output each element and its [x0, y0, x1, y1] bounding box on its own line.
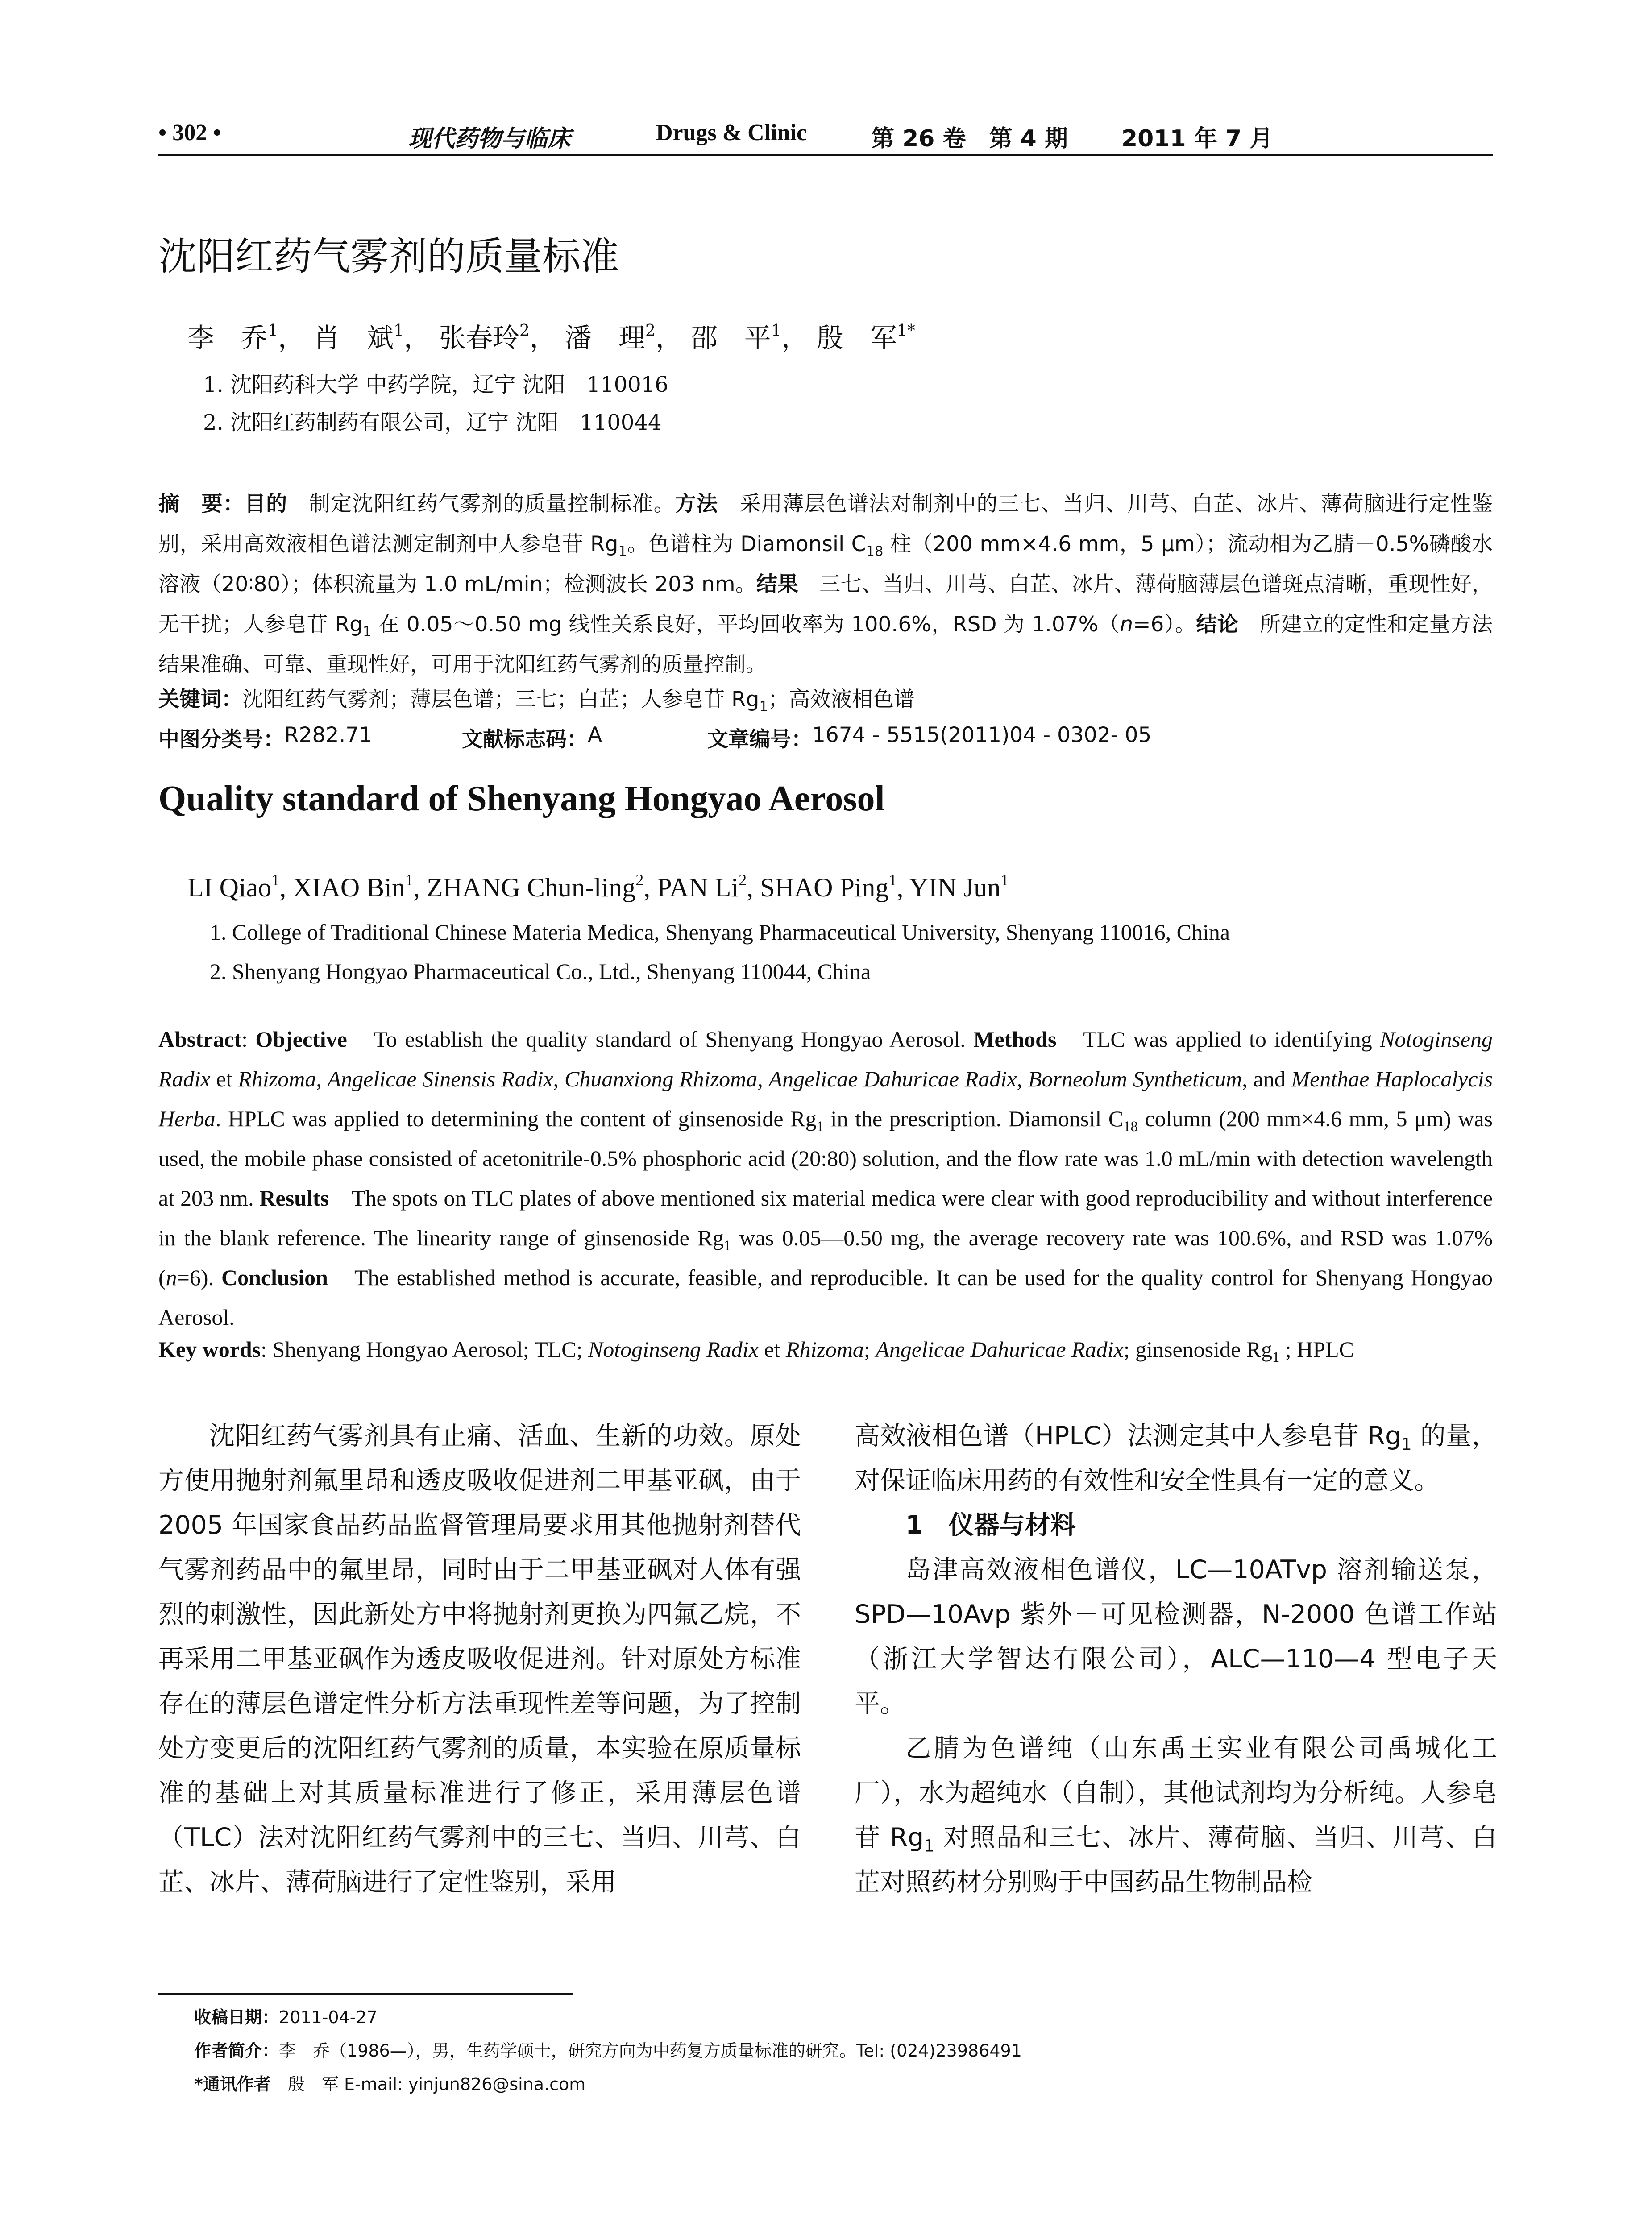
- affiliation-cn-1: 1. 沈阳药科大学 中药学院，辽宁 沈阳 110016: [203, 372, 668, 397]
- author-cn: 殷 军: [816, 323, 897, 354]
- article-number: 1674 - 5515(2011)04 - 0302- 05: [812, 723, 1152, 747]
- journal-name-en: Drugs & Clinic: [656, 120, 807, 145]
- header-rule: [158, 154, 1493, 156]
- body-paragraph: 乙腈为色谱纯（山东禹王实业有限公司禹城化工厂），水为超纯水（自制），其他试剂均为分析纯。人参皂苷 $Rg_1$ 对照品和三七、冰片、薄荷脑、当归、川芎、白芷对照药材分别购于中国药品生物制品检: [855, 1733, 1498, 1897]
- abstract-cn: 摘 要：目的 制定沈阳红药气雾剂的质量控制标准。方法 采用薄层色谱法对制剂中的三七、当归、川芎、白芷、冰片、薄荷脑进行定性鉴别，采用高效液相色谱法测定制剂中人参皂苷 $Rg_1$。色谱柱为 Diamonsil $C_{18}$ 柱（200 mm×4.6 mm，5 μm）；流动相为乙腈－0.5%磷酸水溶液（20∶80）；体积流量为 1.0 mL/min；检测波长 203 nm。结果 三七、当归、川芎、白芷、冰片、薄荷脑薄层色谱斑点清晰，重现性好，无干扰；人参皂苷 $Rg_1$ 在 0.05～0.50 mg 线性关系良好，平均回收率为 100.6%，RSD 为 1.07%（n=6）。结论 所建立的定性和定量方法结果准确、可靠、重现性好，可用于沈阳红药气雾剂的质量控制。: [158, 492, 1493, 677]
- section-heading: 1 仪器与材料: [905, 1510, 1076, 1540]
- authors-cn: 李 乔$^1$， 肖 斌$^1$， 张春玲$^2$， 潘 理$^2$， 邵 平$^1$， 殷 军$^{1*}$: [187, 322, 915, 354]
- body-paragraph: 沈阳红药气雾剂具有止痛、活血、生新的功效。原处方使用抛射剂氟里昂和透皮吸收促进剂二甲基亚砜，由于 2005 年国家食品药品监督管理局要求用其他抛射剂替代气雾剂药品中的氟里昂，同时由于二甲基亚砜对人体有强烈的刺激性，因此新处方中将抛射剂更换为四氟乙烷，不再采用二甲基亚砜作为透皮吸收促进剂。针对原处方标准存在的薄层色谱定性分析方法重现性差等问题，为了控制处方变更后的沈阳红药气雾剂的质量，本实验在原质量标准的基础上对其质量标准进行了修正，采用薄层色谱（TLC）法对沈阳红药气雾剂中的三七、当归、川芎、白芷、冰片、薄荷脑进行了定性鉴别，采用: [158, 1421, 801, 1897]
- affiliation-cn-2: 2. 沈阳红药制药有限公司，辽宁 沈阳 110044: [203, 410, 662, 435]
- body-column-left: [158, 1414, 801, 1904]
- abstract-en: Abstract: Objective To establish the quality standard of Shenyang Hongyao Aerosol. Methods TLC was applied to identifying Notoginseng Radix et Rhizoma, Angelicae Sinensis Radix, Chuanxiong Rhizoma, Angelicae Dahuricae Radix, Borneolum Syntheticum, and Menthae Haplocalycis Herba. HPLC was applied to determining the content of ginsenoside $Rg_1$ in the prescription. Diamonsil $C_{18}$ column (200 mm×4.6 mm, 5 μm) was used, the mobile phase consisted of acetonitrile-0.5% phosphoric acid (20:80) solution, and the flow rate was 1.0 mL/min with detection wavelength at 203 nm. Results The spots on TLC plates of above mentioned six material medica were clear with good reproducibility and without interference in the blank reference. The linearity range of ginsenoside $Rg_1$ was 0.05—0.50 mg, the average recovery rate was 100.6%, and RSD was 1.07% (n=6). Conclusion The established method is accurate, feasible, and reproducible. It can be used for the quality control for Shenyang Hongyao Aerosol.: [158, 1027, 1493, 1330]
- doc-code: A: [588, 723, 602, 747]
- body-paragraph: 岛津高效液相色谱仪，LC—10ATvp 溶剂输送泵，SPD—10Avp 紫外－可见检测器，N-2000 色谱工作站（浙江大学智达有限公司），ALC—110—4 型电子天平。: [855, 1555, 1497, 1718]
- author-cn: 潘 理: [565, 323, 645, 354]
- journal-page: • 302 • 现代药物与临床 Drugs & Clinic 第 26 卷 第 4 期 2011 年 7 月 沈阳红药气雾剂的质量标准 李 乔$^1$， 肖 斌$^1$， 张春玲$^2$， 潘 理$^2$， 邵 平$^1$， 殷 军$^{1*}$ 1. 沈阳药科大学 中药学院，辽宁 沈阳 110016 2. 沈阳红药制药有限公司，辽宁 沈阳 110044 摘 要：目的 制定沈阳红药气雾剂的质量控制标准。方法 采用薄层色谱法对制剂中的三七、当归、川芎、白芷、冰片、薄荷脑进行定性鉴别，采用高效液相色谱法测定制剂中人参皂苷 $Rg_1$。色谱柱为 Diamonsil $C_{18}$ 柱（200 mm×4.6 mm，5 μm）；流动相为乙腈－0.5%磷酸水溶液（20∶80）；体积流量为 1.0 mL/min；检测波长 203 nm。结果 三七、当归、川芎、白芷、冰片、薄荷脑薄层色谱斑点清晰，重现性好，无干扰；人参皂苷 $Rg_1$ 在 0.05～0.50 mg 线性关系良好，平均回收率为 100.6%，RSD 为 1.07%（n=6）。结论 所建立的定性和定量方法结果准确、可靠、重现性好，可用于沈阳红药气雾剂的质量控制。 关键词：沈阳红药气雾剂；薄层色谱；三七；白芷；人参皂苷 $Rg_1$；高效液相色谱 中图分类号： R282.71 文献标志码： A 文章编号： 1674 - 5515(2011)04 - 0302- 05 Quality standard of Shenyang Hongyao Aerosol LI Qiao$^1$, XIAO Bin$^1$, ZHANG Chun-ling$^2$, PAN Li$^2$, SHAO Ping$^1$, YIN Jun$^1$ 1. College of Traditional Chinese Materia Medica, Shenyang Pharmaceutical University, Shenyang 110016, China 2. Shenyang Hongyao Pharmaceutical Co., Ltd., Shenyang 110044, China Abstract: Objective To establish the quality standard of Shenyang Hongyao Aerosol. Methods TLC was applied to identifying Notoginseng Radix et Rhizoma, Angelicae Sinensis Radix, Chuanxiong Rhizoma, Angelicae Dahuricae Radix, Borneolum Syntheticum, and Menthae Haplocalycis Herba. HPLC was applied to determining the content of ginsenoside $Rg_1$ in the prescription. Diamonsil $C_{18}$ column (200 mm×4.6 mm, 5 μm) was used, the mobile phase consisted of acetonitrile-0.5% phosphoric acid (20:80) solution, and the flow rate was 1.0 mL/min with detection wavelength at 203 nm. Results The spots on TLC plates of above mentioned six material medica were clear with good reproducibility and without interference in the blank reference. The linearity range of ginsenoside $Rg_1$ was 0.05—0.50 mg, the average recovery rate was 100.6%, and RSD was 1.07% (n=6). Conclusion The established method is accurate, feasible, and reproducible. It can be used for the quality control for Shenyang Hongyao Aerosol. Key words: Shenyang Hongyao Aerosol; TLC; Notoginseng Radix et Rhizoma; Angelicae Dahuricae Radix; ginsenoside $Rg_1$ ; HPLC 沈阳红药气雾剂具有止痛、活血、生新的功效。原处方使用抛射剂氟里昂和透皮吸收促进剂二甲基亚砜，由于 2005 年国家食品药品监督管理局要求用其他抛射剂替代气雾剂药品中的氟里昂，同时由于二甲基亚砜对人体有强烈的刺激性，因此新处方中将抛射剂更换为四氟乙烷，不再采用二甲基亚砜作为透皮吸收促进剂。针对原处方标准存在的薄层色谱定性分析方法重现性差等问题，为了控制处方变更后的沈阳红药气雾剂的质量，本实验在原质量标准的基础上对其质量标准进行了修正，采用薄层色谱（TLC）法对沈阳红药气雾剂中的三七、当归、川芎、白芷、冰片、薄荷脑进行了定性鉴别，采用 高效液相色谱（HPLC）法测定其中人参皂苷 $Rg_1$ 的量，对保证临床用药的有效性和安全性具有一定的意义。 1 仪器与材料 岛津高效液相色谱仪，LC—10ATvp 溶剂输送泵，SPD—10Avp 紫外－可见检测器，N-2000 色谱工作站（浙江大学智达有限公司），ALC—110—4 型电子天平。 乙腈为色谱纯（山东禹王实业有限公司禹城化工厂），水为超纯水（自制），其他试剂均为分析纯。人参皂苷 $Rg_1$ 对照品和三七、冰片、薄荷脑、当归、川芎、白芷对照药材分别购于中国药品生物制品检 收稿日期：2011-04-27 作者简介：李 乔（1986—），男，生药学硕士，研究方向为中药复方质量标准的研究。Tel: (024)23986491 *通讯作者 殷 军 E-mail: yinjun826@sina.com: [158, 120, 1498, 2094]
- affiliation-en-1: 1. College of Traditional Chinese Materia Medica, Shenyang Pharmaceutical University, Shenyang 110016, China: [210, 920, 1230, 945]
- footnote-received: 收稿日期：2011-04-27: [194, 2007, 378, 2027]
- author-cn: 李 乔: [187, 323, 268, 354]
- keywords-cn: 关键词：沈阳红药气雾剂；薄层色谱；三七；白芷；人参皂苷 $Rg_1$；高效液相色谱: [158, 687, 915, 715]
- author-cn: 邵 平: [690, 323, 771, 354]
- authors-en: LI Qiao$^1$, XIAO Bin$^1$, ZHANG Chun-ling$^2$, PAN Li$^2$, SHAO Ping$^1$, YIN Jun$^1$: [187, 871, 1009, 902]
- affiliation-en-2: 2. Shenyang Hongyao Pharmaceutical Co., Ltd., Shenyang 110044, China: [210, 959, 871, 984]
- author-cn: 张春玲: [439, 323, 519, 354]
- journal-name-cn: 现代药物与临床: [408, 125, 571, 152]
- volume-issue: 第 26 卷 第 4 期: [871, 125, 1068, 152]
- footnote-author: 作者简介：李 乔（1986—），男，生药学硕士，研究方向为中药复方质量标准的研究。Tel: (024)23986491: [194, 2041, 1022, 2061]
- issue-date: 2011 年 7 月: [1121, 125, 1273, 152]
- page-number: • 302 •: [158, 120, 221, 145]
- title-cn: 沈阳红药气雾剂的质量标准: [158, 234, 619, 279]
- keywords-en: Key words: Shenyang Hongyao Aerosol; TLC; Notoginseng Radix et Rhizoma; Angelicae Dahuricae Radix; ginsenoside $Rg_1$ ; HPLC: [158, 1337, 1354, 1365]
- title-en: Quality standard of Shenyang Hongyao Aerosol: [158, 779, 885, 818]
- footnote-corresponding: *通讯作者 殷 军 E-mail: yinjun826@sina.com: [194, 2074, 586, 2094]
- author-cn: 肖 斌: [313, 323, 394, 354]
- footnote-rule: [158, 1993, 573, 1995]
- clc-number: R282.71: [284, 723, 373, 747]
- body-paragraph: 高效液相色谱（HPLC）法测定其中人参皂苷 $Rg_1$ 的量，对保证临床用药的有效性和安全性具有一定的意义。: [855, 1421, 1497, 1495]
- body-column-right: [855, 1414, 1497, 1904]
